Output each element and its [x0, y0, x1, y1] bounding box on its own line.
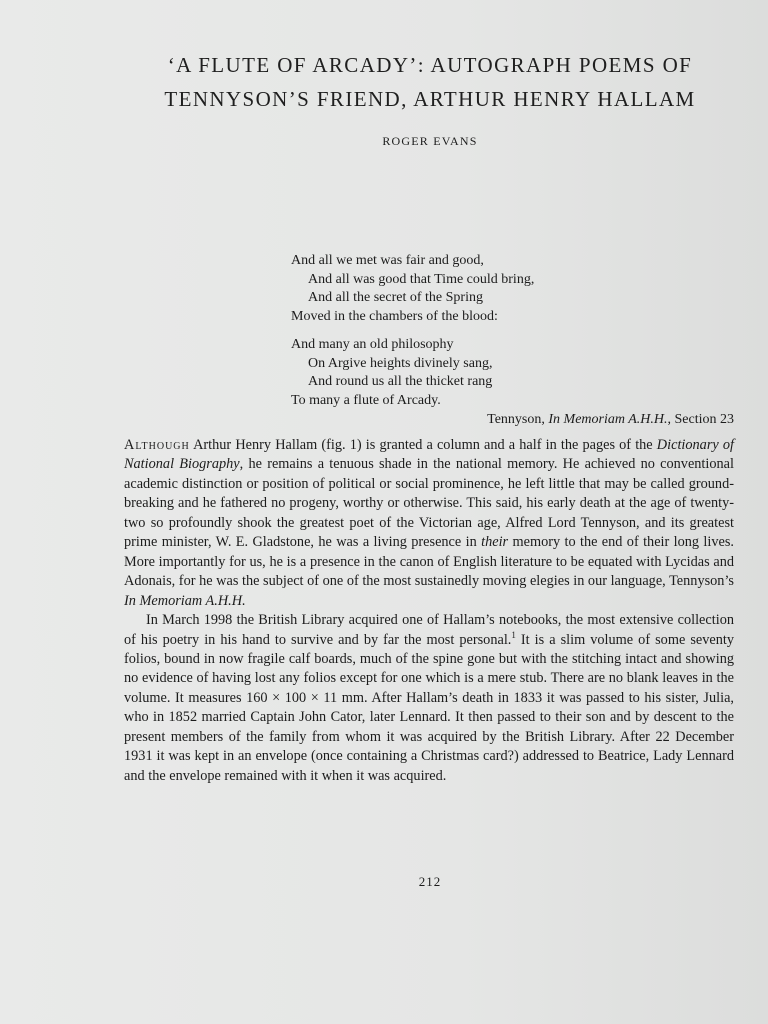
epigraph-line: And all we met was fair and good,: [291, 253, 484, 268]
italic-title-dnb: Dictionary of National Biography: [124, 437, 734, 473]
epigraph-stanza-2: [291, 336, 534, 411]
epigraph-poem: [291, 252, 534, 420]
attribution-section: , Section 23: [667, 412, 734, 427]
epigraph-line: On Argive heights divinely sang,: [308, 355, 493, 371]
italic-emphasis: their: [481, 534, 509, 551]
attribution-author: Tennyson,: [487, 412, 549, 427]
epigraph-line: And many an old philosophy: [291, 336, 454, 352]
epigraph-line: And all the secret of the Spring: [308, 290, 483, 306]
paragraph-text: In March 1998 the British Library acquired one of Hallam’s notebooks, the most extensive collection of his poetry in his hand to survive and by far the most personal.: [124, 612, 734, 648]
epigraph-stanza-1: [291, 252, 534, 327]
epigraph-line: Moved in the chambers of the blood:: [291, 309, 498, 325]
epigraph-line: To many a flute of Arcady.: [291, 392, 441, 408]
article-title-line-2: TENNYSON’S FRIEND, ARTHUR HENRY HALLAM: [164, 87, 696, 111]
author-byline: ROGER EVANS: [382, 134, 478, 148]
article-title: [110, 48, 750, 116]
paragraph-text: Arthur Henry Hallam (fig. 1) is granted a column and a half in the pages of the: [189, 437, 657, 453]
paragraph-text: It is a slim volume of some seventy folios, bound in now fragile calf boards, much of the spine gone but with the stitching intact and showing no evidence of having lost any folios except for one which is a mere stub. There are no blank leaves in the volume. It measures 160 × 100 × 11 mm. After Hallam’s death in 1833 it was passed to his sister, Julia, who in 1852 married Captain John Cator, later Lennard. It then passed to their son and by descent to the present members of the family from whom it was acquired by the British Library. After 22 December 1931 it was kept in an envelope (once containing a Christmas card?) addressed to Beatrice, Lady Lennard and the envelope remained with it when it was acquired.: [124, 631, 734, 784]
paragraph-text: memory to the end of their long lives. More importantly for us, he is a presence in the canon of English literature to be equated with Lycidas and Adonais, for he was the subject of one of the most sustainedly moving elegies in our language, Tennyson’s: [124, 534, 734, 590]
article-title-line-1: ‘A FLUTE OF ARCADY’: AUTOGRAPH POEMS OF: [167, 53, 693, 77]
italic-title-in-memoriam: In Memoriam A.H.H.: [124, 592, 246, 609]
paragraph-lead-word: Although: [124, 437, 190, 453]
epigraph-line: And round us all the thicket rang: [308, 374, 493, 390]
epigraph-line: And all was good that Time could bring,: [308, 271, 535, 287]
attribution-work-title: In Memoriam A.H.H.: [548, 412, 668, 427]
body-paragraph-1: [124, 436, 734, 611]
paragraph-text: , he remains a tenuous shade in the national memory. He achieved no conventional academic distinction or position of political or social prominence, he left little that may be called ground-breaking and he fathered no progeny, worthy or otherwise. This said, his early death at the age of twenty-two so profoundly shook the greatest poet of the Victorian age, Alfred Lord Tennyson, and its greatest prime minister, W. E. Gladstone, he was a living presence in: [124, 456, 734, 551]
footnote-marker: 1: [511, 629, 516, 640]
page-number: 212: [418, 874, 442, 889]
epigraph-attribution: [300, 412, 734, 428]
article-body: [124, 436, 734, 786]
body-paragraph-2: [124, 611, 734, 786]
